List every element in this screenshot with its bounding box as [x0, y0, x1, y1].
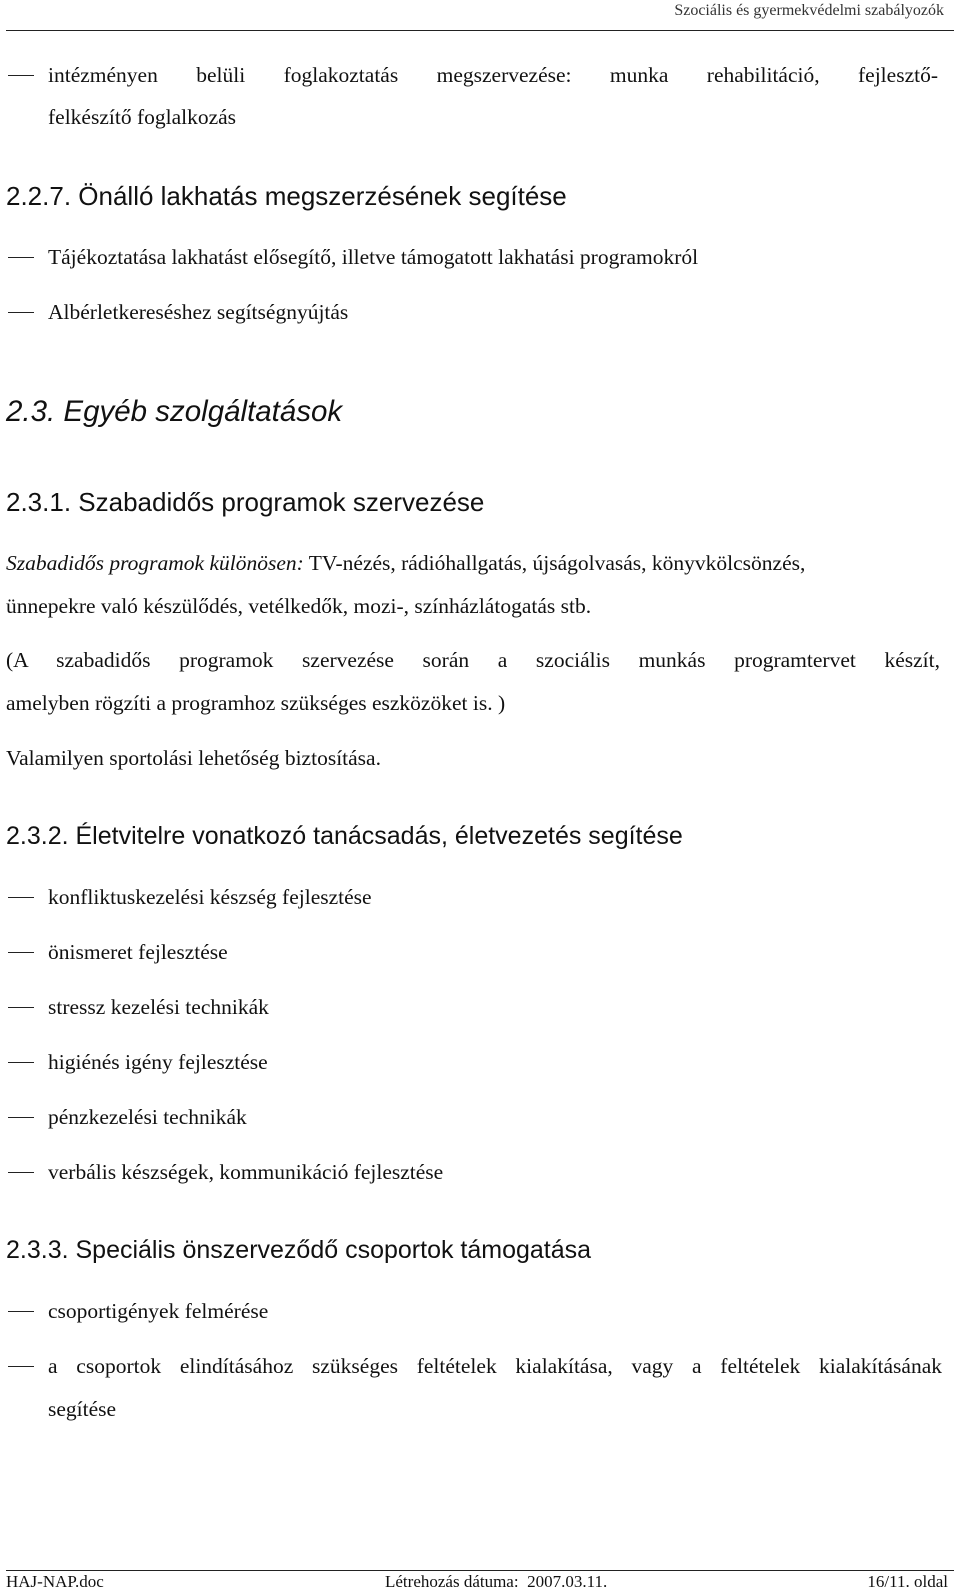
heading-2-2-7: 2.2.7. Önálló lakhatás megszerzésének segítése: [6, 181, 567, 211]
footer-created-date: Létrehozás dátuma: 2007.03.11.: [385, 1572, 608, 1591]
header-divider: [6, 30, 954, 31]
list-item-text: Albérletkereséshez segítségnyújtás: [48, 300, 349, 324]
paragraph-note-line2: amelyben rögzíti a programhoz szükséges eszközöket is. ): [6, 691, 506, 715]
list-item-text: pénzkezelési technikák: [48, 1105, 247, 1129]
list-item-text: önismeret fejlesztése: [48, 940, 228, 964]
footer-divider: [6, 1570, 954, 1571]
dash-bullet: [8, 1062, 34, 1063]
footer-filename: HAJ-NAP.doc: [6, 1572, 104, 1591]
list-item-text-line1: a csoportok elindításához szükséges feltételek kialakítása, vagy a feltételek kialakításának: [48, 1354, 942, 1378]
dash-bullet: [8, 1366, 34, 1367]
heading-2-3-3: 2.3.3. Speciális önszerveződő csoportok támogatása: [6, 1236, 592, 1264]
paragraph-rest: TV-nézés, rádióhallgatás, újságolvasás, könyvkölcsönzés,: [303, 551, 806, 575]
dash-bullet: [8, 1172, 34, 1173]
paragraph-note-line1: (A szabadidős programok szervezése során a szociális munkás programtervet készít,: [6, 648, 940, 672]
dash-bullet: [8, 75, 34, 76]
paragraph-leisure-line2: ünnepekre való készülődés, vetélkedők, mozi-, színházlátogatás stb.: [6, 594, 592, 618]
dash-bullet: [8, 312, 34, 313]
dash-bullet: [8, 952, 34, 953]
list-item-text: Tájékoztatása lakhatást elősegítő, illetve támogatott lakhatási programokról: [48, 245, 699, 269]
paragraph-sport: Valamilyen sportolási lehetőség biztosítása.: [6, 746, 381, 770]
heading-2-3-2: 2.3.2. Életvitelre vonatkozó tanácsadás, életvezetés segítése: [6, 822, 683, 850]
dash-bullet: [8, 897, 34, 898]
list-item-text: verbális készségek, kommunikáció fejlesztése: [48, 1160, 444, 1184]
list-item-text-line1: intézményen belüli foglakoztatás megszervezése: munka rehabilitáció, fejlesztő-: [48, 63, 938, 87]
list-item-text: higiénés igény fejlesztése: [48, 1050, 268, 1074]
dash-bullet: [8, 1311, 34, 1312]
footer-page-number: 16/11. oldal: [867, 1572, 948, 1591]
heading-2-3: 2.3. Egyéb szolgáltatások: [6, 395, 343, 428]
heading-2-3-1: 2.3.1. Szabadidős programok szervezése: [6, 487, 485, 517]
list-item-text: konfliktuskezelési készség fejlesztése: [48, 885, 372, 909]
page-header-title: Szociális és gyermekvédelmi szabályozók: [674, 2, 944, 19]
dash-bullet: [8, 1117, 34, 1118]
paragraph-leisure-line1: [6, 542, 940, 584]
list-item-text-line2: felkészítő foglalkozás: [48, 105, 237, 129]
list-item-text: stressz kezelési technikák: [48, 995, 269, 1019]
paragraph-lead-italic: Szabadidős programok különösen:: [6, 551, 304, 575]
list-item-text: csoportigények felmérése: [48, 1299, 269, 1323]
dash-bullet: [8, 257, 34, 258]
dash-bullet: [8, 1007, 34, 1008]
list-item-text-line2: segítése: [48, 1397, 117, 1421]
